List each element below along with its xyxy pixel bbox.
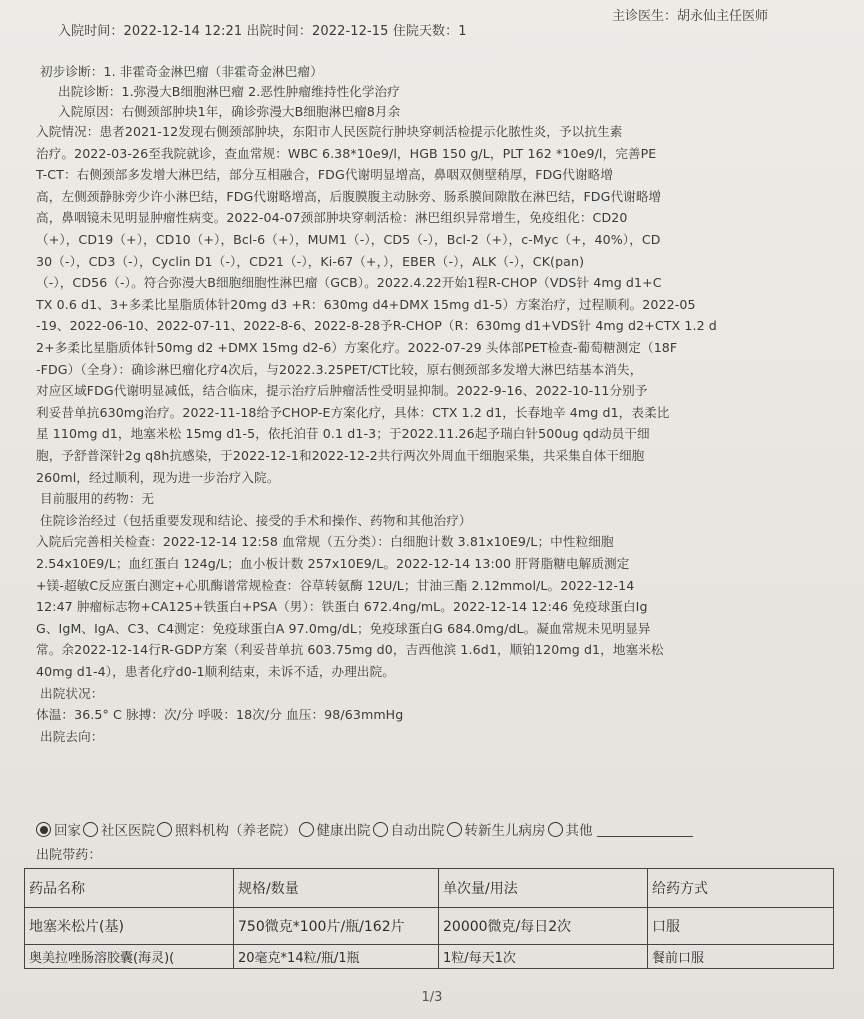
table-header-row [25, 869, 834, 908]
record-line: 12:47 肿瘤标志物+CA125+铁蛋白+PSA（男）：铁蛋白 672.4ng/mL。2022-12-14 12:46 免疫球蛋白Ig [36, 599, 648, 614]
record-line: 常。余2022-12-14行R-GDP方案（利妥昔单抗 603.75mg d0，吉西他滨 1.6d1，顺铂120mg d1，地塞米松 [36, 642, 664, 657]
radio-button-icon[interactable] [447, 822, 462, 837]
drug-name-cell: 地塞米松片(基) [25, 908, 234, 945]
record-line: 入院原因：右侧颈部肿块1年，确诊弥漫大B细胞淋巴瘤8月余 [58, 104, 401, 119]
col-route: 给药方式 [648, 869, 834, 908]
discharge-option-label: 健康出院 [316, 823, 371, 839]
page-number: 1/3 [421, 990, 443, 1005]
record-line: （-），CD56（-）。符合弥漫大B细胞细胞性淋巴瘤（GCB）。2022.4.22开始1程R-CHOP（VDS针 4mg d1+C [36, 275, 662, 290]
discharge-option-label: 照料机构（养老院） [175, 823, 297, 839]
spec-cell: 750微克*100片/瓶/162片 [234, 908, 439, 945]
drug-name-cell: 奥美拉唑肠溶胶囊(海灵)( [25, 945, 234, 969]
record-line: TX 0.6 d1、3+多柔比星脂质体针20mg d3 +R：630mg d4+DMX 15mg d1-5）方案治疗，过程顺利。2022-05 [36, 297, 696, 312]
discharge-medication-table [24, 868, 834, 969]
radio-button-icon[interactable] [36, 822, 51, 837]
dose-cell: 20000微克/每日2次 [439, 908, 648, 945]
col-drug-name: 药品名称 [25, 869, 234, 908]
discharge-option-label: 社区医院 [101, 823, 155, 839]
record-line: 高，左侧颈静脉旁少许小淋巴结，FDG代谢略增高，后腹膜腹主动脉旁、肠系膜间隙散在淋巴结，FDG代谢略增 [36, 189, 662, 204]
record-line: 体温：36.5° C 脉搏：次/分 呼吸：18次/分 血压：98/63mmHg [36, 707, 404, 722]
record-line: 治疗。2022-03-26至我院就诊，查血常规：WBC 6.38*10e9/l，HGB 150 g/L，PLT 162 *10e9/l，完善PE [36, 146, 657, 161]
discharge-option-label: 自动出院 [390, 823, 445, 839]
record-line: 胞，予舒普深针2g q8h抗感染，于2022-12-1和2022-12-2共行两次外周血干细胞采集，共采集自体干细胞 [36, 448, 645, 463]
discharge-destination-options [34, 820, 834, 842]
record-line: 40mg d1-4），患者化疗d0-1顺利结束，未诉不适，办理出院。 [36, 664, 395, 679]
record-line: T-CT：右侧颈部多发增大淋巴结，部分互相融合，FDG代谢明显增高，鼻咽双侧壁稍厚，FDG代谢略增 [36, 167, 614, 182]
record-line: 目前服用的药物：无 [40, 491, 155, 506]
discharge-option[interactable] [297, 823, 371, 839]
table-row [25, 945, 834, 969]
record-line: +镁-超敏C反应蛋白测定+心肌酶谱常规检查：谷草转氨酶 12U/L；甘油三酯 2.12mmol/L。2022-12-14 [36, 578, 635, 593]
record-line: 2.54x10E9/L；血红蛋白 124g/L；血小板计数 257x10E9/L。2022-12-14 13:00 肝肾脂糖电解质测定 [36, 556, 630, 571]
route-cell: 口服 [648, 908, 834, 945]
record-line: -19、2022-06-10、2022-07-11、2022-8-6、2022-8-28予R-CHOP（R：630mg d1+VDS针 4mg d2+CTX 1.2 d [36, 318, 717, 333]
other-blank-line [597, 822, 693, 837]
record-line: 星 110mg d1，地塞米松 15mg d1-5，依托泊苷 0.1 d1-3；于2022.11.26起予瑞白针500ug qd动员干细 [36, 426, 650, 441]
discharge-option[interactable] [81, 823, 155, 839]
discharge-option[interactable] [445, 823, 546, 839]
col-spec-quantity: 规格/数量 [234, 869, 439, 908]
dose-cell: 1粒/每天1次 [439, 945, 648, 969]
discharge-option[interactable] [34, 823, 81, 839]
record-line: 高，鼻咽镜未见明显肿瘤性病变。2022-04-07颈部肿块穿刺活检：淋巴组织异常增生，免疫组化：CD20 [36, 210, 628, 225]
discharge-option-label: 回家 [54, 823, 81, 839]
doctor-name: 胡永仙主任医师 [677, 9, 769, 24]
discharge-option[interactable] [371, 823, 445, 839]
record-line: 入院情况：患者2021-12发现右侧颈部肿块，东阳市人民医院行肿块穿刺活检提示化脓性炎，予以抗生素 [36, 124, 623, 139]
radio-button-icon[interactable] [83, 822, 98, 837]
record-line: 初步诊断：1. 非霍奇金淋巴瘤（非霍奇金淋巴瘤） [40, 64, 323, 79]
record-line: 利妥昔单抗630mg治疗。2022-11-18给予CHOP-E方案化疗，具体：CTX 1.2 d1，长春地辛 4mg d1，表柔比 [36, 405, 670, 420]
record-line: 住院诊治经过（包括重要发现和结论、接受的手术和操作、药物和其他治疗） [40, 513, 472, 528]
record-line: 入院后完善相关检查：2022-12-14 12:58 血常规（五分类）：白细胞计数 3.81x10E9/L；中性粒细胞 [36, 534, 614, 549]
admission-time-line: 入院时间：2022-12-14 12:21 出院时间：2022-12-15 住院天数：1 [58, 24, 467, 39]
discharge-option-label: 其他 [565, 823, 593, 839]
radio-button-icon[interactable] [299, 822, 314, 837]
record-line: 2+多柔比星脂质体针50mg d2 +DMX 15mg d2-6）方案化疗。2022-07-29 头体部PET检查-葡萄糖测定（18F [36, 340, 678, 355]
spec-cell: 20毫克*14粒/瓶/1瓶 [234, 945, 439, 969]
radio-button-icon[interactable] [548, 822, 563, 837]
route-cell: 餐前口服 [648, 945, 834, 969]
discharge-meds-label: 出院带药： [36, 848, 102, 863]
record-line: 出院诊断：1.弥漫大B细胞淋巴瘤 2.恶性肿瘤维持性化学治疗 [58, 84, 400, 99]
record-line: （+），CD19（+），CD10（+），Bcl-6（+），MUM1（-），CD5（-），Bcl-2（+），c-Myc（+，40%），CD [36, 232, 661, 247]
record-line: 260ml，经过顺利，现为进一步治疗入院。 [36, 470, 280, 485]
discharge-option[interactable] [546, 823, 593, 839]
col-dose-usage: 单次量/用法 [439, 869, 648, 908]
record-line: 对应区域FDG代谢明显减低，结合临床，提示治疗后肿瘤活性受明显抑制。2022-9-16、2022-10-11分别予 [36, 383, 648, 398]
discharge-option[interactable] [155, 823, 297, 839]
record-line: G、IgM、IgA、C3、C4测定：免疫球蛋白A 97.0mg/dL；免疫球蛋白G 684.0mg/dL。凝血常规未见明显异 [36, 621, 651, 636]
record-line: 出院状况： [40, 686, 104, 701]
doctor-label: 主诊医生： [612, 9, 678, 24]
discharge-option-label: 转新生儿病房 [464, 823, 546, 839]
radio-button-icon[interactable] [157, 822, 172, 837]
attending-doctor [612, 6, 812, 28]
record-line: 30（-），CD3（-），Cyclin D1（-），CD21（-），Ki-67（+，），EBER（-），ALK（-），CK(pan) [36, 254, 585, 269]
radio-button-icon[interactable] [373, 822, 388, 837]
record-line: -FDG）（全身）：确诊淋巴瘤化疗4次后，与2022.3.25PET/CT比较，原右侧颈部多发增大淋巴结基本消失， [36, 362, 643, 377]
record-line: 出院去向： [40, 729, 104, 744]
table-row [25, 908, 834, 945]
